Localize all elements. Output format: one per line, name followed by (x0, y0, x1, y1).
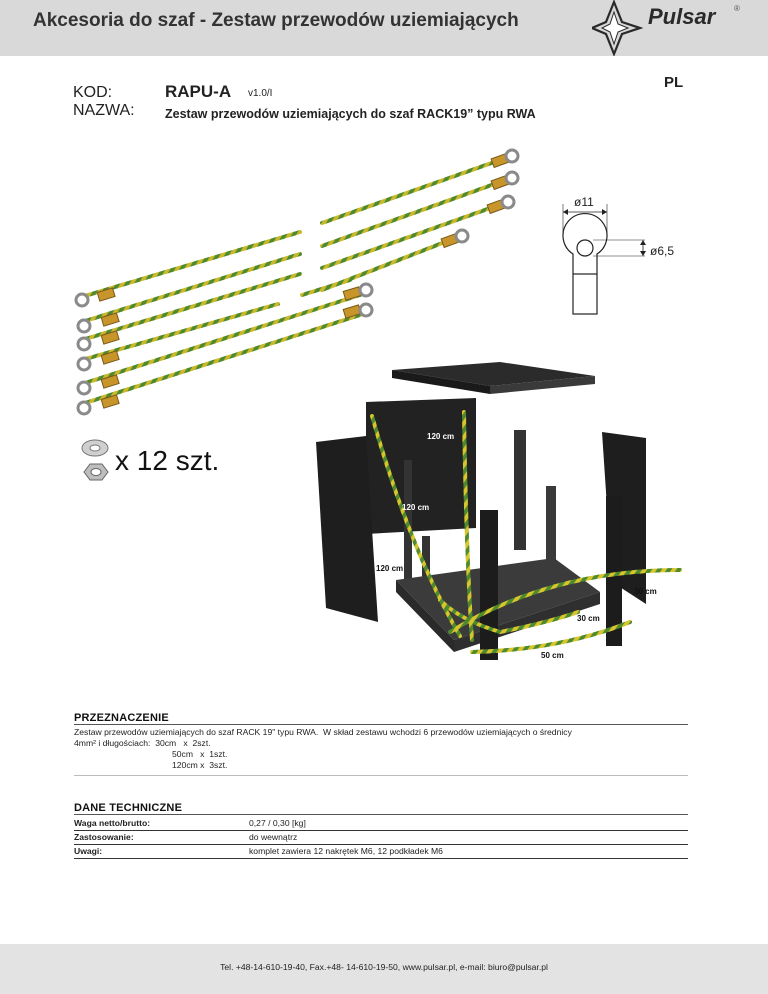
cabinet-label-120c: 120 cm (376, 564, 404, 573)
outer-diameter-label: ø11 (574, 195, 594, 209)
tech-value-weight: 0,27 / 0,30 [kg] (249, 818, 306, 828)
rack-cabinet-exploded-illustration (300, 340, 720, 680)
ring-lug-dimension-drawing (555, 190, 695, 330)
cabinet-label-120a: 120 cm (427, 432, 455, 441)
description-line-2: 4mm² i długościach: 30cm x 2szt. (74, 738, 211, 748)
description-line-1: Zestaw przewodów uziemiających do szaf RACK 19" typu RWA. W skład zestawu wchodzi 6 przewodów uziemiających o średnicy (74, 727, 572, 737)
hardware-quantity: x 12 szt. (115, 445, 220, 476)
tech-row-application (74, 832, 688, 844)
tech-label-weight: Waga netto/brutto: (74, 818, 151, 828)
cabinet-label-30a: 30 cm (634, 587, 657, 596)
language-code: PL (664, 74, 684, 91)
przeznaczenie-rule (74, 724, 688, 725)
tech-value-application: do wewnątrz (249, 832, 298, 842)
registered-mark: ® (734, 4, 740, 13)
przeznaczenie-title: PRZEZNACZENIE (74, 712, 169, 724)
page-title: Akcesoria do szaf - Zestaw przewodów uziemiających (33, 10, 519, 31)
dane-techniczne-title: DANE TECHNICZNE (74, 802, 183, 814)
tech-row-weight (74, 818, 688, 830)
washer-nut-icon (78, 436, 112, 490)
tech-separator (74, 830, 688, 831)
product-name: Zestaw przewodów uziemiających do szaf RACK19” typu RWA (165, 107, 536, 121)
cabinet-label-120b: 120 cm (402, 503, 430, 512)
footer-contact: Tel. +48-14-610-19-40, Fax.+48- 14-610-19-50, www.pulsar.pl, e-mail: biuro@pulsar.pl (220, 962, 548, 972)
tech-value-notes: komplet zawiera 12 nakrętek M6, 12 podkładek M6 (249, 846, 443, 856)
product-code: RAPU-A (165, 82, 232, 101)
tech-row-notes (74, 846, 688, 858)
nazwa-label: NAZWA: (73, 102, 135, 119)
product-version: v1.0/I (248, 88, 273, 99)
dane-techniczne-rule (74, 814, 688, 815)
kod-label: KOD: (73, 84, 113, 101)
tech-separator (74, 844, 688, 845)
hole-diameter-label: ø6,5 (650, 244, 675, 258)
description-line-3: 50cm x 1szt. (172, 749, 228, 759)
przeznaczenie-end-rule (74, 775, 688, 776)
cabinet-label-30b: 30 cm (577, 614, 600, 623)
tech-separator (74, 858, 688, 859)
cabinet-label-50: 50 cm (541, 651, 564, 660)
brand-name: Pulsar (648, 4, 716, 29)
tech-label-application: Zastosowanie: (74, 832, 134, 842)
description-line-4: 120cm x 3szt. (172, 760, 228, 770)
tech-label-notes: Uwagi: (74, 846, 103, 856)
